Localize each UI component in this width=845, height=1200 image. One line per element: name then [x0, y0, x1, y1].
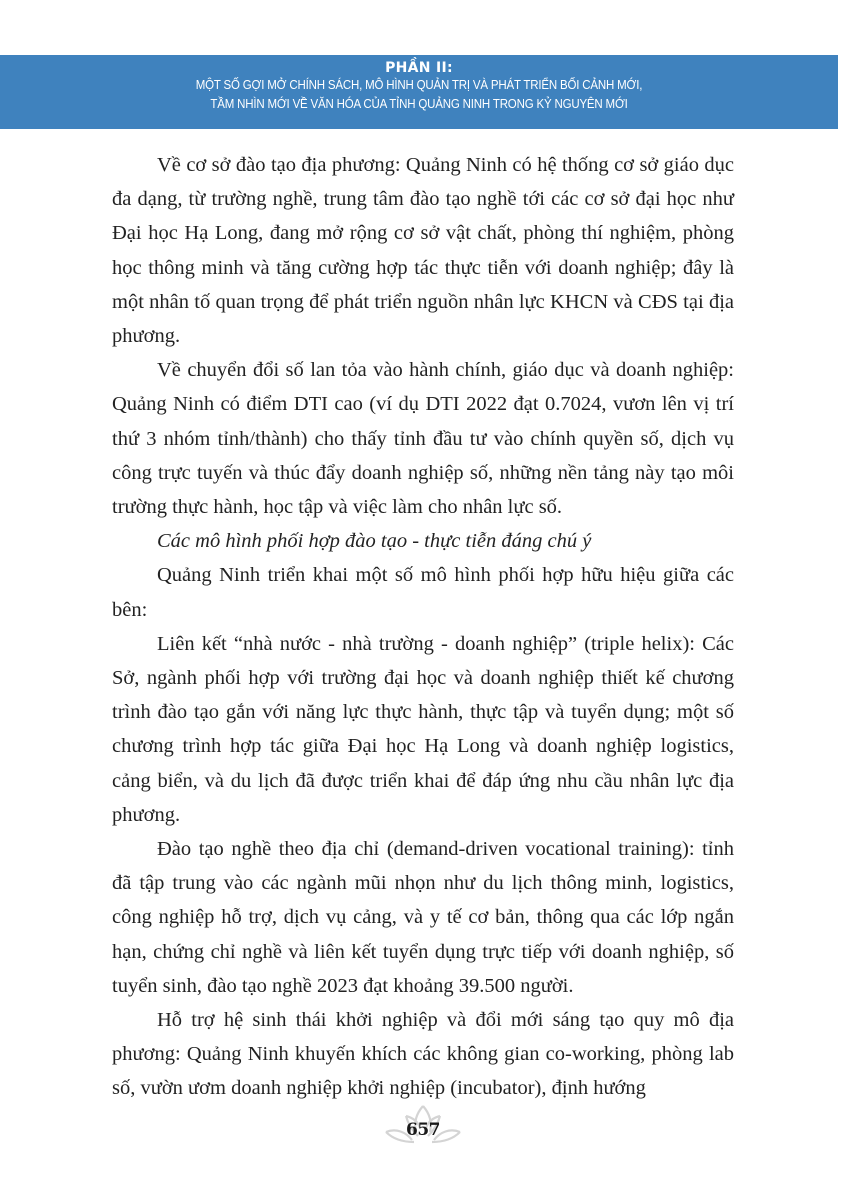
paragraph-digital-transformation: Về chuyển đổi số lan tỏa vào hành chính, giáo dục và doanh nghiệp: Quảng Ninh có điểm DTI cao (ví dụ DTI 2022 đạt 0.7024, vươn lên vị trí thứ 3 nhóm tỉnh/thành) cho thấy tỉnh đầu tư vào chính quyền số, dịch vụ công trực tuyến và thúc đẩy doanh nghiệp số, những nền tảng này tạo môi trường thực hành, học tập và việc làm cho nhân lực số. [112, 359, 734, 519]
part-title: PHẦN II: [385, 60, 453, 76]
page-number: 657 [406, 1120, 440, 1140]
banner-subtitle-line-2: TẦM NHÌN MỚI VỀ VĂN HÓA CỦA TỈNH QUẢNG NINH TRONG KỶ NGUYÊN MỚI [210, 97, 628, 111]
subheading-cooperation-models: Các mô hình phối hợp đào tạo - thực tiễn đáng chú ý [157, 530, 592, 553]
paragraph-startup-ecosystem: Hỗ trợ hệ sinh thái khởi nghiệp và đổi mới sáng tạo quy mô địa phương: Quảng Ninh khuyến khích các không gian co-working, phòng lab số, vườn ươm doanh nghiệp khởi nghiệp (incubator), định hướng [112, 1009, 734, 1100]
banner-subtitle-line-1: MỘT SỐ GỢI MỞ CHÍNH SÁCH, MÔ HÌNH QUẢN TRỊ VÀ PHÁT TRIỂN BỐI CẢNH MỚI, [195, 78, 643, 92]
page-footer [380, 1102, 466, 1147]
section-banner [0, 55, 838, 129]
paragraph-vocational-training: Đào tạo nghề theo địa chỉ (demand-driven vocational training): tỉnh đã tập trung vào các ngành mũi nhọn như du lịch thông minh, logistics, công nghiệp hỗ trợ, dịch vụ cảng, và y tế cơ bản, thông qua các lớp ngắn hạn, chứng chỉ nghề và liên kết tuyển dụng trực tiếp với doanh nghiệp, số tuyển sinh, đào tạo nghề 2023 đạt khoảng 39.500 người. [112, 838, 734, 997]
paragraph-models-intro: Quảng Ninh triển khai một số mô hình phối hợp hữu hiệu giữa các bên: [112, 564, 734, 621]
paragraph-training-institutions: Về cơ sở đào tạo địa phương: Quảng Ninh có hệ thống cơ sở giáo dục đa dạng, từ trường nghề, trung tâm đào tạo nghề tới các cơ sở đại học như Đại học Hạ Long, đang mở rộng cơ sở vật chất, phòng thí nghiệm, phòng học thông minh và tăng cường hợp tác thực tiễn với doanh nghiệp; đây là một nhân tố quan trọng để phát triển nguồn nhân lực KHCN và CĐS tại địa phương. [112, 154, 734, 348]
paragraph-triple-helix: Liên kết “nhà nước - nhà trường - doanh nghiệp” (triple helix): Các Sở, ngành phối hợp với trường đại học và doanh nghiệp thiết kế chương trình đào tạo gắn với năng lực thực hành, thực tập và tuyển dụng; một số chương trình hợp tác giữa Đại học Hạ Long và doanh nghiệp logistics, cảng biển, và du lịch đã được triển khai để đáp ứng nhu cầu nhân lực địa phương. [112, 632, 734, 826]
body-text [112, 148, 734, 1106]
